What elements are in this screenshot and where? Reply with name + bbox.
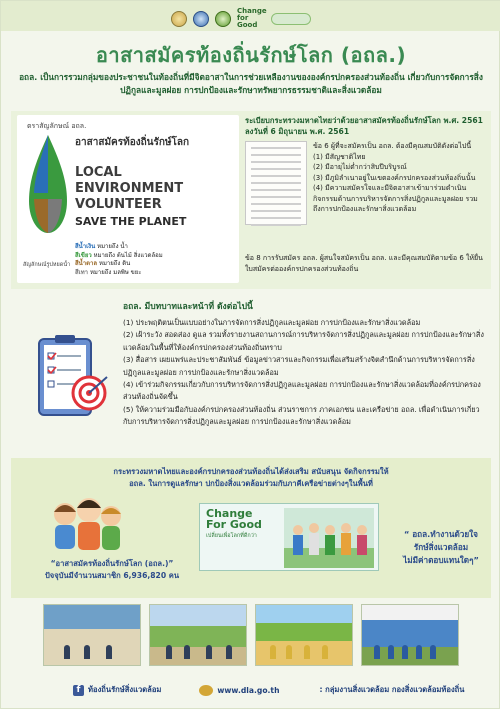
regulation-document-thumbnail	[245, 141, 307, 225]
clause-8: ข้อ 8 การรับสมัคร อถล. ผู้สนใจสมัครเป็น อถล. และมีคุณสมบัติตามข้อ 6 ให้ยื่นใบสมัครต่อองค์กรปกครองส่วนท้องถิ่น	[245, 254, 483, 273]
legend-item	[75, 252, 163, 261]
activity-photo	[149, 604, 247, 666]
roles-list	[123, 317, 485, 429]
regulation-date: ลงวันที่ 6 มิถุนายน พ.ศ. 2561	[245, 127, 350, 136]
cfg-subtitle: เปลี่ยนเพื่อโลกที่ดีกว่า	[206, 533, 257, 539]
legend-item	[75, 260, 163, 269]
volunteer-motto	[393, 528, 489, 567]
regulation-card	[245, 115, 485, 283]
qualification-item: (3) มีภูมิลำเนาอยู่ในเขตองค์กรปกครองส่วนท้องถิ่นนั้น	[313, 173, 476, 182]
regulation-qualifications	[313, 141, 485, 215]
activity-photo	[361, 604, 459, 666]
legend-key: สีน้ำตาล	[75, 260, 98, 267]
volunteer-kids-icon	[45, 494, 127, 552]
role-item: (4) เข้าร่วมกิจกรรมเกี่ยวกับการบริหารจัดการสิ่งปฏิกูลและมูลฝอย การปกป้องและรักษาสิ่งแวดล้อมที่องค์กรปกครองส่วนท้องถิ่นจัดขึ้น	[123, 380, 481, 402]
partner-logos	[171, 8, 311, 29]
color-legend	[75, 243, 163, 277]
ministry-seal-icon	[171, 11, 187, 27]
emblem-line-environment: ENVIRONMENT	[75, 181, 184, 196]
promotion-heading-line: อถล. ในการดูแลรักษา ปกป้องสิ่งแวดล้อมร่วมกับภาคีเครือข่ายต่างๆในพื้นที่	[129, 479, 373, 488]
roles-heading: อถล. มีบทบาทและหน้าที่ ดังต่อไปนี้	[123, 302, 253, 312]
intro-text: อถล. เป็นการรวมกลุ่มของประชาชนในท้องถิ่นที่มีจิตอาสาในการช่วยเหลืองานขององค์กรปกครองส่วนท้องถิ่น เกี่ยวกับการจัดการสิ่งปฏิกูลและมูลฝอย การปกป้องและรักษาทรัพยากรธรรมชาติและสิ่งแวดล้อม	[19, 72, 483, 95]
role-item: (1) ประพฤติตนเป็นแบบอย่างในการจัดการสิ่งปฏิกูลและมูลฝอย การปกป้องและรักษาสิ่งแวดล้อม	[123, 318, 421, 327]
cfg-title	[206, 508, 262, 530]
legend-value: หมายถึง น้ำ	[97, 243, 128, 250]
cfg-title-line: For Good	[206, 518, 262, 531]
clause-6-intro: ข้อ 6 ผู้ที่จะสมัครเป็น อถล. ต้องมีคุณสมบัติดังต่อไปนี้	[313, 142, 472, 150]
activity-photos	[43, 604, 459, 666]
roles-section	[11, 297, 491, 449]
role-item: (2) เฝ้าระวัง สอดส่อง ดูแล รวมทั้งรายงานสถานการณ์การบริหารจัดการสิ่งปฏิกูลและมูลฝอย การปกป้องและรักษาสิ่งแวดล้อมในพื้นที่ให้องค์กรปกครองส่วนท้องถิ่นทราบ	[123, 330, 484, 352]
change-for-good-banner	[199, 503, 379, 571]
emblem-line-save-planet: SAVE THE PLANET	[75, 215, 187, 228]
dla-web-icon	[199, 685, 213, 696]
environment-logo-icon	[215, 11, 231, 27]
legend-value: หมายถึง ต้นไม้ สิ่งแวดล้อม	[93, 251, 163, 259]
activity-photo	[255, 604, 353, 666]
member-quote-title: “อาสาสมัครท้องถิ่นรักษ์โลก (อถล.)”	[50, 559, 174, 568]
emblem-line-local: LOCAL	[75, 165, 122, 180]
promotion-heading	[11, 466, 491, 490]
member-count-text: ปัจจุบันมีจำนวนสมาชิก 6,936,820 คน	[44, 571, 180, 580]
facebook-page-link[interactable]: ท้องถิ่นรักษ์สิ่งแวดล้อม	[88, 685, 162, 694]
cfg-title-line: Change	[206, 507, 253, 520]
legend-key: สีน้ำเงิน	[75, 243, 96, 250]
facebook-icon: f	[73, 685, 84, 696]
emblem-name: อาสาสมัครท้องถิ่นรักษ์โลก	[75, 137, 190, 148]
role-item: (3) สื่อสาร เผยแพร่และประชาสัมพันธ์ ข้อมูลข่าวสารและกิจกรรมเพื่อเสริมสร้างจิตสำนึกด้านการบริหารจัดการสิ่งปฏิกูลและมูลฝอย การปกป้องและรักษาสิ่งแวดล้อม	[123, 355, 475, 377]
partner-banner-logo	[271, 13, 311, 25]
motto-line: ไม่มีค่าตอบแทนใดๆ”	[403, 555, 479, 565]
legend-key: สีเขียว	[75, 251, 92, 259]
dla-logo-icon	[193, 11, 209, 27]
emblem-line-volunteer: VOLUNTEER	[75, 197, 162, 212]
group-photo-image	[284, 508, 374, 568]
footer	[73, 680, 473, 700]
promotion-section	[11, 458, 491, 598]
legend-value: หมายถึง ดิน	[99, 260, 131, 267]
member-count-quote	[19, 558, 205, 582]
legend-key: สีเทา	[75, 268, 89, 276]
department-credit: : กลุ่มงานสิ่งแวดล้อม กองสิ่งแวดล้อมท้องถิ่น	[319, 685, 465, 694]
emblem-caption: ตราสัญลักษณ์ อถล.	[27, 122, 87, 130]
checklist-target-icon	[33, 331, 111, 421]
motto-line: “ อถล.ทำงานด้วยใจ	[404, 529, 478, 539]
water-drop-emblem-icon	[27, 129, 69, 237]
promotion-heading-line: กระทรวงมหาดไทยและองค์กรปกครองส่วนท้องถิ่นได้ส่งเสริม สนับสนุน จัดกิจกรรมให้	[113, 467, 389, 476]
emblem-card	[17, 115, 239, 283]
drop-caption: สัญลักษณ์รูปหยดน้ำ	[23, 262, 71, 268]
motto-line: รักษ์สิ่งแวดล้อม	[413, 542, 469, 552]
regulation-title: ระเบียบกระทรวงมหาดไทยว่าด้วยอาสาสมัครท้องถิ่นรักษ์โลก พ.ศ. 2561	[245, 116, 483, 125]
qualification-item: (1) มีสัญชาติไทย	[313, 152, 366, 161]
activity-photo	[43, 604, 141, 666]
website-link[interactable]: www.dla.go.th	[217, 685, 280, 695]
qualification-item: (2) มีอายุไม่ต่ำกว่าสิบปีบริบูรณ์	[313, 163, 407, 171]
legend-item	[75, 243, 163, 252]
qualification-item: (4) มีความสมัครใจและมีจิตอาสาเข้ามาร่วมดำเนินกิจกรรมด้านการบริหารจัดการสิ่งปฏิกูลและมูลฝอย รวมถึงการปกป้องและรักษาสิ่งแวดล้อม	[313, 184, 478, 213]
legend-value: หมายถึง มลพิษ ขยะ	[89, 268, 142, 276]
page-title: อาสาสมัครท้องถิ่นรักษ์โลก (อถล.)	[95, 43, 407, 67]
emblem-and-regulation-section	[11, 111, 491, 289]
change-for-good-logo: Change for Good	[237, 7, 267, 29]
legend-item	[75, 269, 163, 278]
role-item: (5) ให้ความร่วมมือกับองค์กรปกครองส่วนท้องถิ่น ส่วนราชการ ภาคเอกชน และเครือข่าย อถล. เพื่อดำเนินการเกี่ยวกับการบริหารจัดการสิ่งปฏิกูลและมูลฝอย การปกป้องและรักษาสิ่งแวดล้อม	[123, 404, 480, 427]
